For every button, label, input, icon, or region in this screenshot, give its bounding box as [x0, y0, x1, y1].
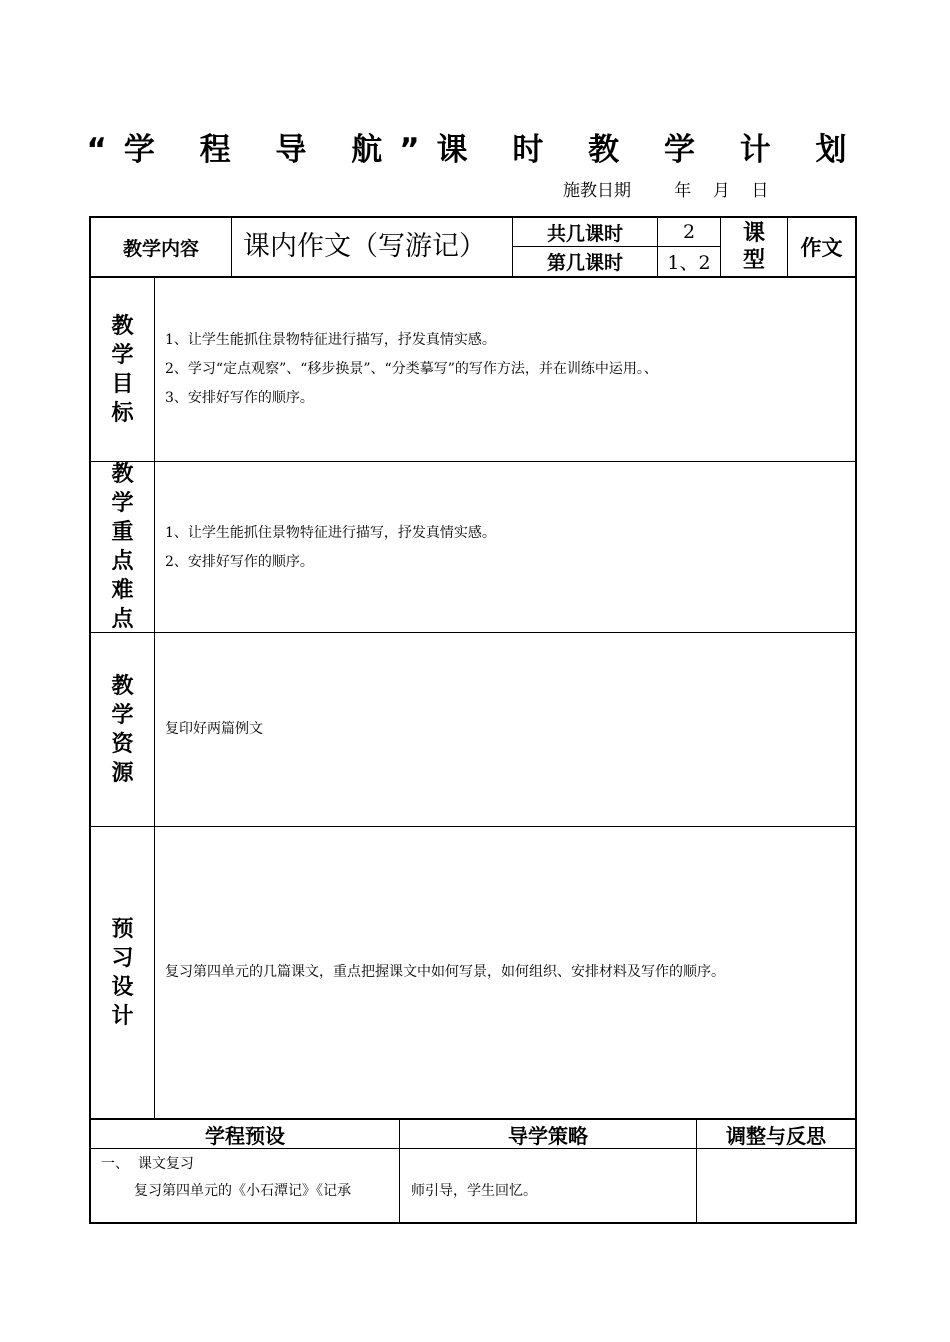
- teaching-date-line: 施教日期 年 月 日: [563, 181, 769, 201]
- goals-label: 教学目标: [111, 313, 134, 426]
- col-header-learning-preset: 学程预设: [205, 1123, 285, 1148]
- content-value: 课内作文（写游记）: [243, 231, 486, 262]
- resources-label-cell: [91, 633, 154, 826]
- goals-list: [165, 326, 845, 413]
- lesson-type-label: 课型: [742, 221, 765, 273]
- total-lessons-label: 共几课时: [546, 222, 623, 245]
- row-strategy: 师引导，学生回忆。: [411, 1183, 537, 1199]
- keypoint-item: 1、让学生能抓住景物特征进行描写，抒发真情实感。: [165, 525, 496, 541]
- goal-item: 2、学习“定点观察”、“移步换景”、“分类摹写”的写作方法，并在训练中运用。、: [165, 361, 658, 377]
- content-label: 教学内容: [122, 237, 199, 260]
- preview-label-cell: [91, 827, 154, 1118]
- header-divider-1: [231, 216, 232, 277]
- table-border-right: [855, 216, 857, 1224]
- goals-label-cell: [91, 278, 154, 461]
- row-step-detail: 复习第四单元的《小石潭记》《记承: [134, 1183, 351, 1199]
- row-step-heading: 一、 课文复习: [101, 1156, 194, 1172]
- lesson-type-cell: [721, 218, 787, 276]
- preview-label: 预习设计: [111, 916, 134, 1029]
- keypoints-list: [165, 519, 845, 577]
- goal-item: 3、安排好写作的顺序。: [165, 390, 314, 406]
- which-lesson-value: 1、2: [667, 252, 711, 274]
- resources-label: 教学资源: [111, 673, 134, 786]
- col-header-guide-strategy: 导学策略: [508, 1123, 588, 1148]
- col-header-adjust-reflect: 调整与反思: [726, 1123, 826, 1148]
- header-bottom-line: [89, 276, 857, 278]
- total-lessons-value: 2: [682, 221, 696, 243]
- goals-bottom-line: [89, 461, 857, 462]
- keypoints-label: 教学重点难点: [111, 462, 134, 632]
- keypoints-bottom-line: [89, 632, 857, 633]
- preview-text: 复习第四单元的几篇课文，重点把握课文中如何写景，如何组织、安排材料及写作的顺序。: [165, 964, 725, 980]
- lesson-type-value: 作文: [800, 236, 843, 260]
- keypoint-item: 2、安排好写作的顺序。: [165, 554, 314, 570]
- goal-item: 1、让学生能抓住景物特征进行描写，抒发真情实感。: [165, 332, 496, 348]
- label-column-divider: [154, 277, 155, 1119]
- which-lesson-label: 第几课时: [546, 252, 623, 274]
- page-title: “学 程 导 航”课 时 教 学 计 划: [86, 132, 864, 168]
- keypoints-label-cell: [91, 462, 154, 632]
- table-border-bottom: [89, 1222, 857, 1224]
- resources-bottom-line: [89, 826, 857, 827]
- resources-text: 复印好两篇例文: [165, 721, 263, 737]
